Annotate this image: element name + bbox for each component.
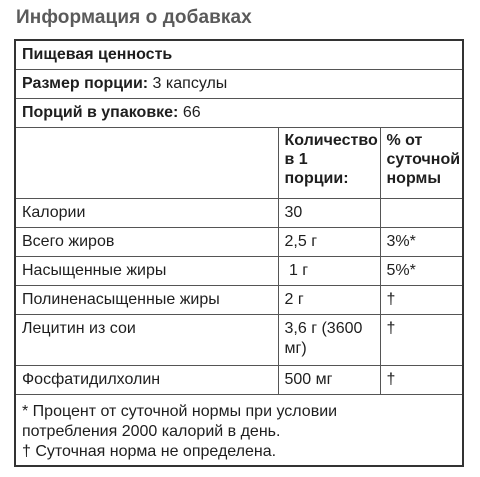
nutrient-daily-value [380,199,462,228]
serving-size-label: Размер порции: [22,75,149,92]
nutrient-daily-value: 5%* [380,257,462,286]
nutrient-daily-value: 3%* [380,228,462,257]
nutrient-amount: 30 [278,199,380,228]
nutrient-name: Всего жиров [16,228,278,257]
nutrient-name: Фосфатидилхолин [16,366,278,395]
table-row [16,286,462,315]
footnote-line: потребления 2000 калорий в день. [22,423,281,440]
nutrient-daily-value: † [380,366,462,395]
servings-per-container-label: Порций в упаковке: [22,104,179,121]
table-row [16,228,462,257]
servings-per-container-row [16,99,462,128]
supplement-facts-table [16,41,462,395]
column-header-amount: Количество в 1 порции: [278,128,380,199]
column-header-row [16,128,462,199]
serving-size-row [16,70,462,99]
nutrient-amount: 500 мг [278,366,380,395]
nutrient-amount: 2,5 г [278,228,380,257]
footnote-line: * Процент от суточной нормы при условии [22,403,338,420]
table-row [16,366,462,395]
nutrient-daily-value: † [380,315,462,366]
nutrient-daily-value: † [380,286,462,315]
nutrient-name: Полиненасыщенные жиры [16,286,278,315]
table-row [16,199,462,228]
table-row [16,315,462,366]
nutrient-amount: 1 г [278,257,380,286]
column-header-daily-value: % от суточной нормы [380,128,462,199]
column-header-empty [16,128,278,199]
supplement-facts-panel [14,39,464,467]
nutrient-amount: 2 г [278,286,380,315]
serving-size-value: 3 капсулы [148,75,228,92]
nutrient-name: Калории [16,199,278,228]
page-title: Информация о добавках [16,7,252,28]
servings-per-container-value: 66 [178,104,201,121]
nutrient-name: Насыщенные жиры [16,257,278,286]
nutrient-amount: 3,6 г (3600 мг) [278,315,380,366]
table-header: Пищевая ценность [16,41,462,70]
footnotes [22,402,452,462]
table-header-row [16,41,462,70]
footnote-line: † Суточная норма не определена. [22,443,277,460]
nutrient-name: Лецитин из сои [16,315,278,366]
table-row [16,257,462,286]
